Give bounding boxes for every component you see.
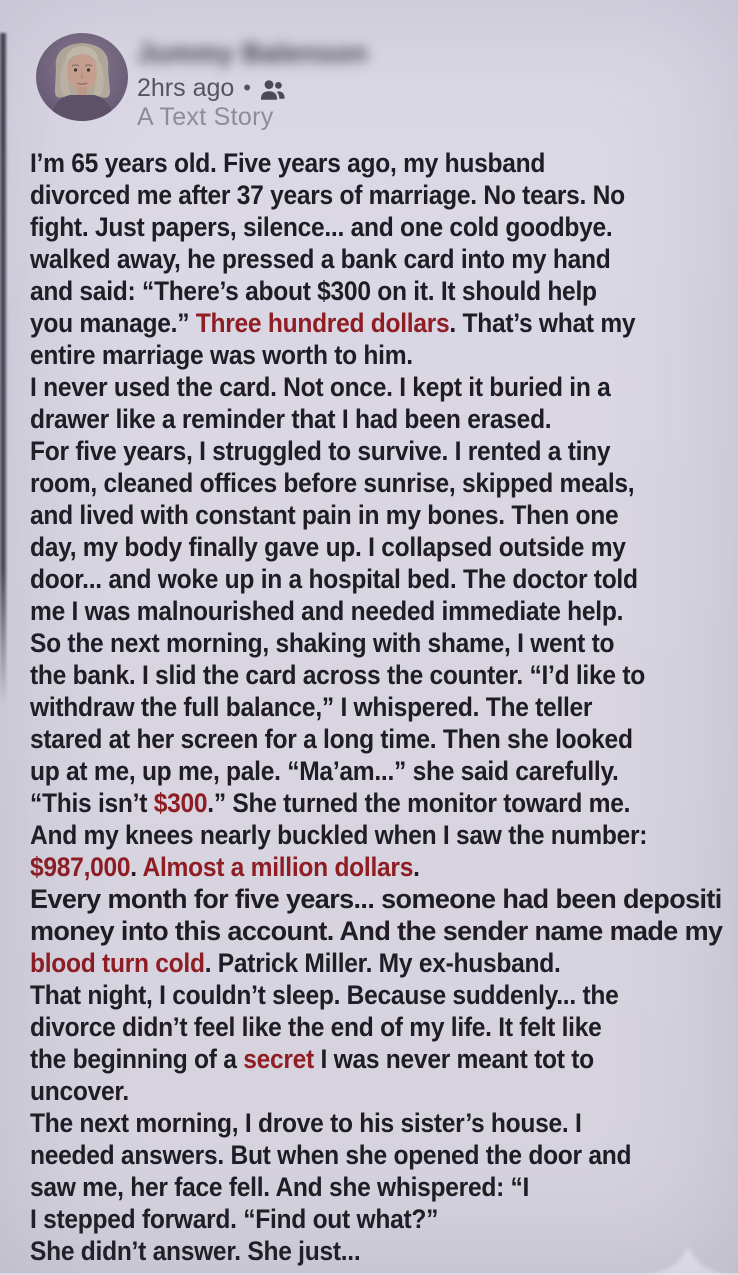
story-text-segment: I never used the card. Not once. I kept it buried in a [30,372,611,402]
story-line [30,819,674,851]
story-line [30,787,674,819]
story-text-segment: The next morning, I drove to his sister’s house. I [30,1108,582,1138]
story-line [30,275,674,307]
story-text-segment: I’m 65 years old. Five years ago, my husband [30,148,546,178]
highlighted-text: $300 [153,788,208,818]
story-text-segment: I stepped forward. “Find out what?” [30,1204,439,1234]
separator-dot: • [243,75,251,100]
story-line [30,1011,674,1043]
highlighted-text: Three hundred dollars [195,308,450,338]
author-name[interactable]: Jummy Balenson [137,38,368,68]
story-line [30,755,674,787]
story-line [30,563,674,595]
story-text [30,147,738,1267]
story-line [30,339,674,371]
story-line [30,915,738,947]
story-text-segment: you manage.” [30,308,196,338]
story-line [30,883,738,915]
story-text-segment: divorce didn’t feel like the end of my life. It felt like [30,1012,602,1042]
story-line [30,979,674,1011]
story-text-segment: entire marriage was worth to him. [30,340,413,370]
story-text-segment: And my knees nearly buckled when I saw the number: [30,820,648,850]
white-peak-decoration [638,1245,738,1275]
story-text-segment: saw me, her face fell. And she whispered: “I [30,1172,530,1202]
story-line [30,435,674,467]
story-text-segment: I was never meant tot to [313,1044,594,1074]
story-text-segment: day, my body finally gave up. I collapsed outside my [30,532,626,562]
story-line [30,1107,674,1139]
story-text-segment: For five years, I struggled to survive. I rented a tiny [30,436,611,466]
story-text-segment: . That’s what my [449,308,636,338]
story-line [30,691,674,723]
highlighted-text: $987,000 [30,852,131,882]
timestamp[interactable]: 2hrs ago [137,73,235,102]
story-text-segment: the bank. I slid the card across the counter. “I’d like to [30,660,645,690]
story-line [30,531,674,563]
story-text-segment: walked away, he pressed a bank card into my hand [30,244,611,274]
story-text-segment: and lived with constant pain in my bones. Then one [30,500,619,530]
story-line [30,851,674,883]
story-text-segment: “This isn’t [30,788,154,818]
story-line [30,1139,674,1171]
story-line [30,243,674,275]
story-text-segment: . Patrick Miller. My ex-husband. [204,948,561,978]
story-text-segment: and said: “There’s about $300 on it. It should help [30,276,597,306]
story-text-segment: up at me, up me, pale. “Ma’am...” she said carefully. [30,756,619,786]
story-line [30,595,674,627]
post-subtitle: A Text Story [137,103,274,131]
story-line [30,179,674,211]
story-line [30,371,674,403]
story-line [30,1203,674,1235]
story-text-segment: the beginning of a [30,1044,244,1074]
story-line [30,723,674,755]
story-text-segment: withdraw the full balance,” I whispered. The teller [30,692,593,722]
story-text-segment: She didn’t answer. She just... [30,1236,361,1266]
story-text-segment: divorced me after 37 years of marriage. No tears. No [30,180,625,210]
story-line [30,1171,674,1203]
story-text-segment: . [130,852,143,882]
story-text-segment: fight. Just papers, silence... and one cold goodbye. [30,212,613,242]
story-line [30,499,674,531]
story-line [30,1235,674,1267]
story-text-segment: .” She turned the monitor toward me. [207,788,631,818]
avatar-portrait-illustration [36,33,128,121]
story-text-segment: Every month for five years... someone had been depositi [30,884,722,914]
story-text-segment: money into this account. And the sender name made my [30,916,723,946]
story-line [30,147,674,179]
story-text-segment: room, cleaned offices before sunrise, skipped meals, [30,468,635,498]
profile-picture[interactable] [36,33,128,121]
post-meta [137,74,285,102]
story-line [30,307,674,339]
story-line [30,211,674,243]
story-text-segment: . [413,852,420,882]
story-text-segment: door... and woke up in a hospital bed. The doctor told [30,564,638,594]
story-line [30,1043,674,1075]
story-text-segment: uncover. [30,1076,129,1106]
story-text-segment: me I was malnourished and needed immediate help. [30,596,624,626]
story-line [30,1075,674,1107]
story-line [30,467,674,499]
highlighted-text: Almost a million dollars [142,852,414,882]
left-edge-artifact [0,33,6,705]
story-line [30,627,674,659]
story-text-segment: stared at her screen for a long time. Then she looked [30,724,633,754]
friends-icon [260,77,285,100]
story-line [30,947,674,979]
story-text-segment: So the next morning, shaking with shame, I went to [30,628,615,658]
story-line [30,403,674,435]
story-text-segment: That night, I couldn’t sleep. Because suddenly... the [30,980,619,1010]
story-text-segment: drawer like a reminder that I had been erased. [30,404,552,434]
story-text-segment: needed answers. But when she opened the door and [30,1140,632,1170]
highlighted-text: blood turn cold [30,948,205,978]
story-line [30,659,674,691]
highlighted-text: secret [243,1044,314,1074]
